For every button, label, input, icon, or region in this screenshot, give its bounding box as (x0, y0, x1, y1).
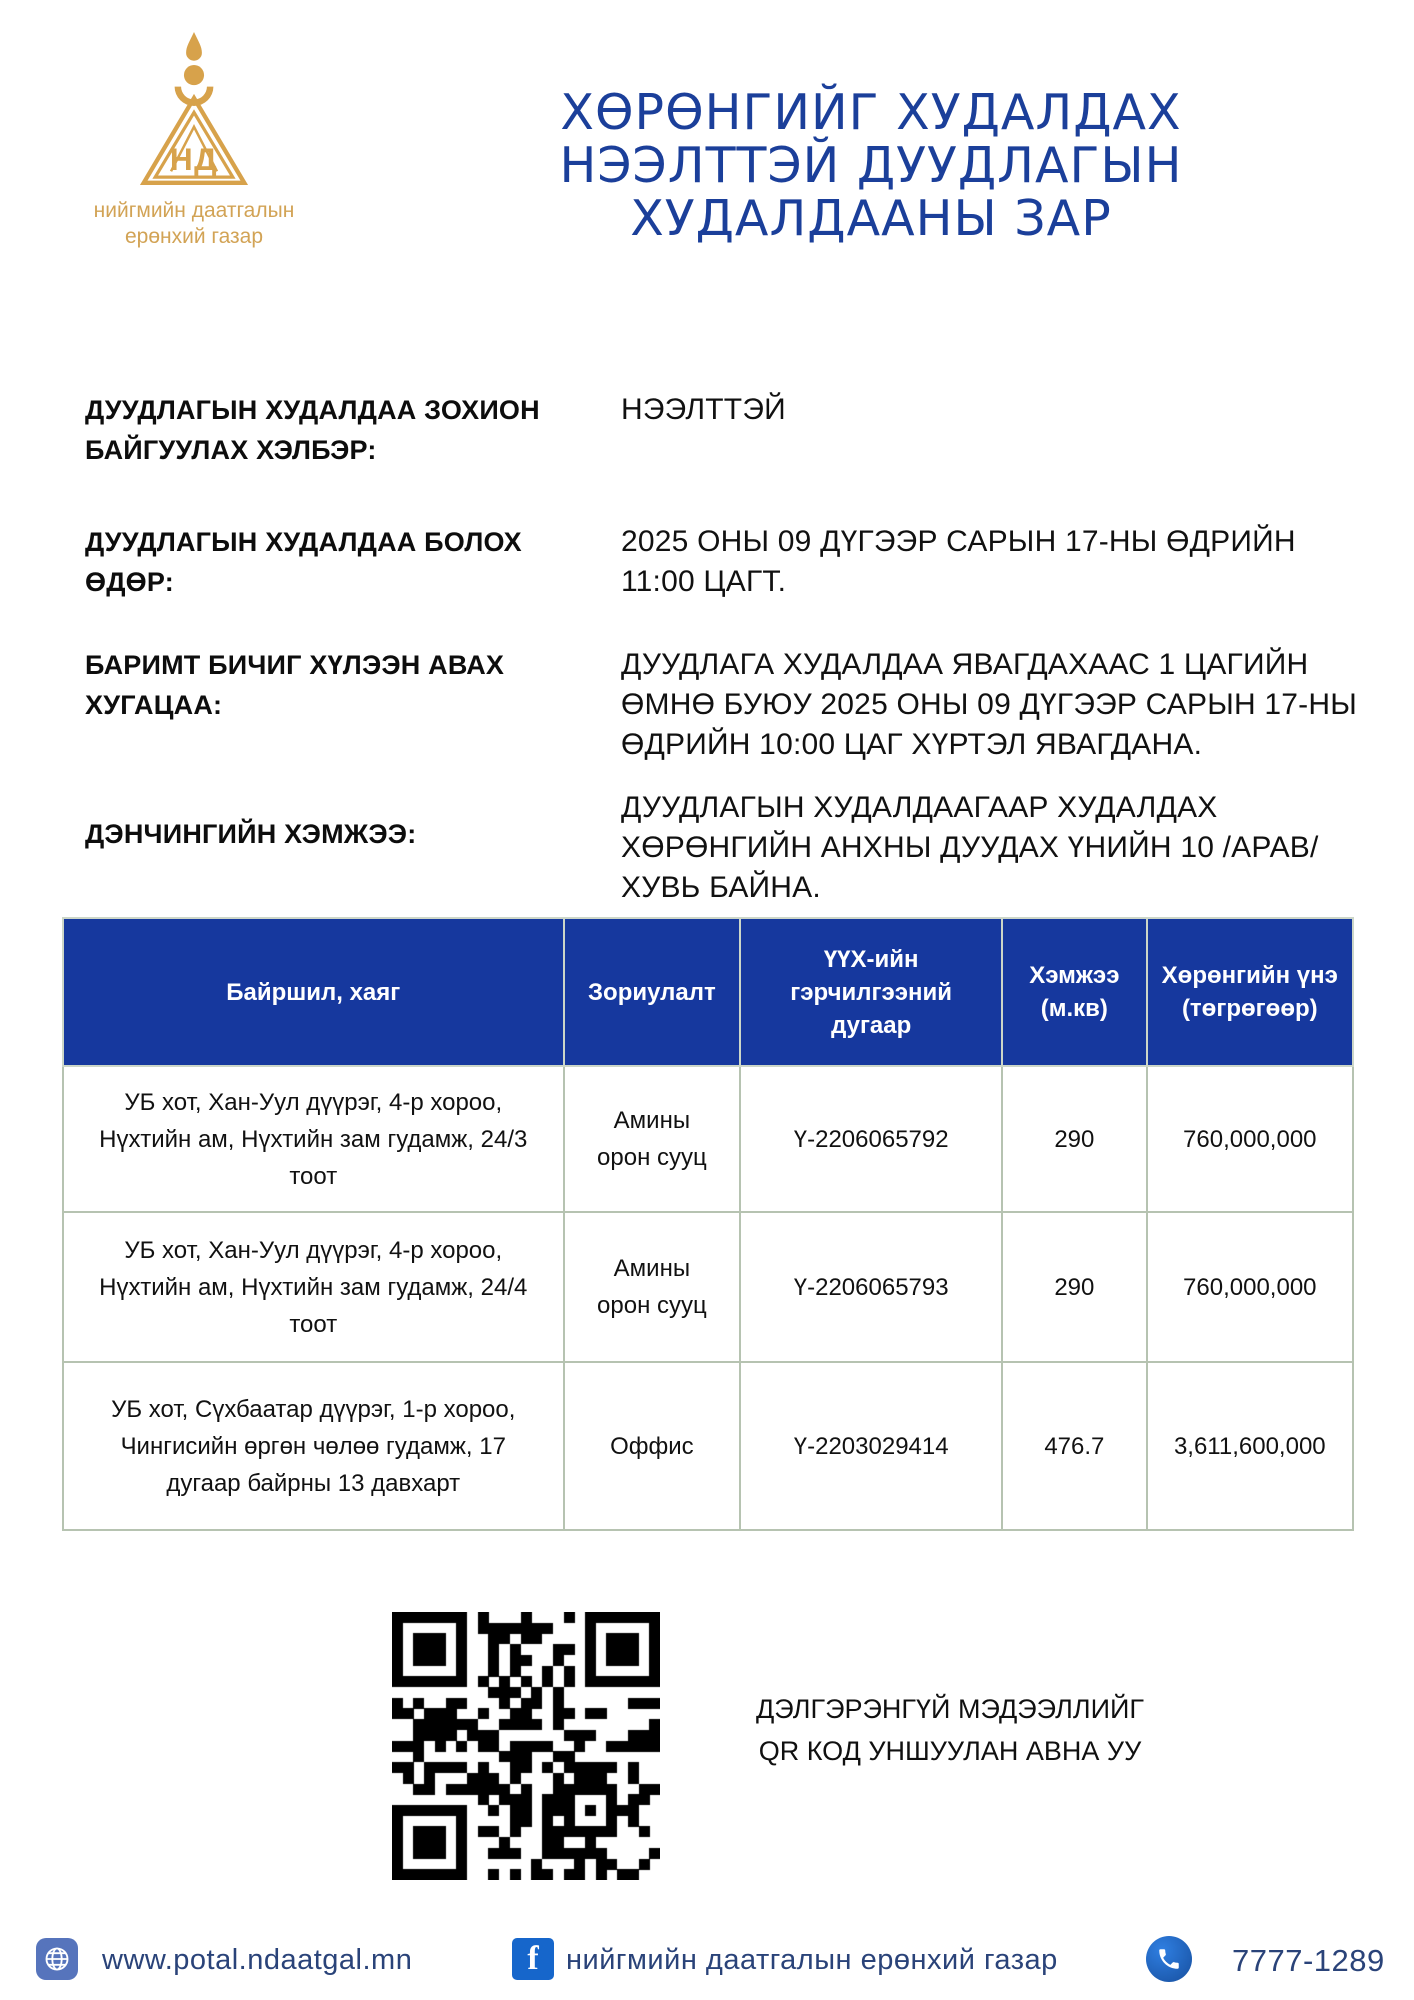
table-row (63, 1362, 1353, 1530)
cell-size: 476.7 (1002, 1362, 1146, 1530)
property-table (62, 917, 1354, 1531)
cell-certificate: Ү-2203029414 (740, 1362, 1002, 1530)
cell-certificate: Ү-2206065792 (740, 1066, 1002, 1212)
org-name-line1: нийгмийн даатгалын (93, 199, 295, 222)
svg-text:НД: НД (169, 140, 219, 177)
table-header-row (63, 918, 1353, 1066)
footer-website: www.potal.ndaatgal.mn (102, 1944, 413, 1976)
cell-location: УБ хот, Хан-Уул дүүрэг, 4-р хороо, Нүхтийн ам, Нүхтийн зам гудамж, 24/3 тоот (63, 1066, 564, 1212)
detail-label: ДУУДЛАГЫН ХУДАЛДАА ЗОХИОН БАЙГУУЛАХ ХЭЛБЭР: (85, 395, 540, 465)
detail-row-document-deadline (85, 645, 1363, 765)
cell-purpose: Амины орон сууц (564, 1212, 741, 1362)
cell-location: УБ хот, Хан-Уул дүүрэг, 4-р хороо, Нүхтийн ам, Нүхтийн зам гудамж, 24/4 тоот (63, 1212, 564, 1362)
detail-value: ДУУДЛАГА ХУДАЛДАА ЯВАГДАХААС 1 ЦАГИЙН ӨМНӨ БУЮУ 2025 ОНЫ 09 ДҮГЭЭР САРЫН 17-НЫ ӨДРИЙН 10:00 ЦАГ ХҮРТЭЛ ЯВАГДАНА. (621, 648, 1357, 761)
page-title-line2: НЭЭЛТТЭЙ ДУУДЛАГЫН (559, 137, 1183, 194)
table-row (63, 1212, 1353, 1362)
cell-size: 290 (1002, 1066, 1146, 1212)
detail-row-auction-date (85, 522, 1363, 602)
col-header-certificate: ҮҮХ-ийн гэрчилгээний дугаар (740, 918, 1002, 1066)
footer-phone: 7777-1289 (1232, 1943, 1385, 1978)
cell-purpose: Амины орон сууц (564, 1066, 741, 1212)
qr-code (392, 1612, 660, 1880)
qr-caption-line1: ДЭЛГЭРЭНГҮЙ МЭДЭЭЛЛИЙГ (755, 1694, 1145, 1724)
facebook-icon: f (512, 1938, 554, 1980)
social-insurance-emblem-icon (115, 26, 273, 196)
globe-icon (36, 1938, 78, 1980)
detail-row-auction-form (85, 390, 1363, 470)
col-header-location: Байршил, хаяг (63, 918, 564, 1066)
col-header-price: Хөрөнгийн үнэ (төгрөгөөр) (1147, 918, 1353, 1066)
detail-label: БАРИМТ БИЧИГ ХҮЛЭЭН АВАХ ХУГАЦАА: (85, 650, 505, 720)
phone-icon (1146, 1936, 1192, 1982)
org-logo (76, 26, 312, 250)
qr-caption (700, 1688, 1200, 1772)
detail-label: ДЭНЧИНГИЙН ХЭМЖЭЭ: (85, 819, 417, 849)
detail-value: ДУУДЛАГЫН ХУДАЛДААГААР ХУДАЛДАХ ХӨРӨНГИЙН АНХНЫ ДУУДАХ ҮНИЙН 10 /АРАВ/ ХУВЬ БАЙНА. (621, 791, 1319, 904)
detail-row-deposit-amount (85, 788, 1363, 908)
table-row (63, 1066, 1353, 1212)
footer (0, 1922, 1414, 2000)
page-title-line3: ХУДАЛДААНЫ ЗАР (630, 190, 1112, 247)
cell-location: УБ хот, Сүхбаатар дүүрэг, 1-р хороо, Чингисийн өргөн чөлөө гудамж, 17 дугаар байрны 13 давхарт (63, 1362, 564, 1530)
cell-price: 3,611,600,000 (1147, 1362, 1353, 1530)
detail-value: 2025 ОНЫ 09 ДҮГЭЭР САРЫН 17-НЫ ӨДРИЙН 11:00 ЦАГТ. (621, 525, 1296, 598)
col-header-purpose: Зориулалт (564, 918, 741, 1066)
cell-certificate: Ү-2206065793 (740, 1212, 1002, 1362)
cell-price: 760,000,000 (1147, 1066, 1353, 1212)
cell-purpose: Оффис (564, 1362, 741, 1530)
org-name (76, 198, 312, 250)
page-title (392, 86, 1350, 245)
detail-label: ДУУДЛАГЫН ХУДАЛДАА БОЛОХ ӨДӨР: (85, 527, 522, 597)
page-title-line1: ХӨРӨНГИЙГ ХУДАЛДАХ (560, 84, 1182, 141)
qr-caption-line2: QR КОД УНШУУЛАН АВНА УУ (758, 1736, 1142, 1766)
detail-value: НЭЭЛТТЭЙ (621, 393, 786, 426)
cell-price: 760,000,000 (1147, 1212, 1353, 1362)
footer-facebook-label: нийгмийн даатгалын ерөнхий газар (566, 1944, 1058, 1976)
cell-size: 290 (1002, 1212, 1146, 1362)
col-header-size: Хэмжээ (м.кв) (1002, 918, 1146, 1066)
org-name-line2: ерөнхий газар (124, 225, 264, 248)
